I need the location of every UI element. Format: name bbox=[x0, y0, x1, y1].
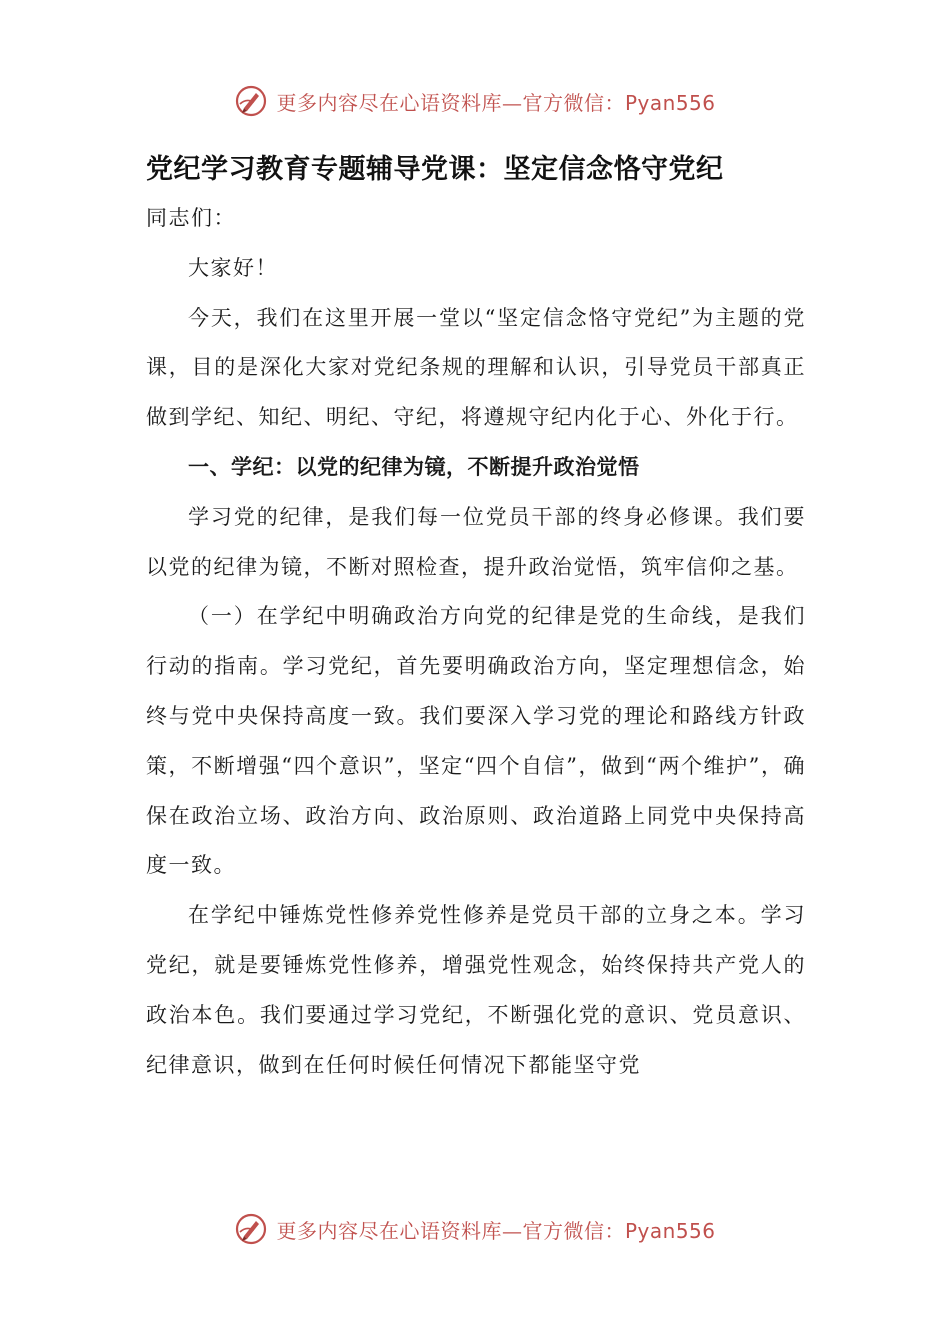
watermark-wechat-id: Pyan556 bbox=[624, 90, 716, 115]
body-paragraph: 学习党的纪律，是我们每一位党员干部的终身必修课。我们要以党的纪律为镜，不断对照检查，提升政治觉悟，筑牢信仰之基。 bbox=[146, 504, 806, 579]
watermark-label: 更多内容尽在心语资料库—官方微信： bbox=[276, 1218, 625, 1243]
watermark-wechat-id: Pyan556 bbox=[624, 1218, 716, 1243]
salutation: 同志们： bbox=[146, 206, 236, 230]
body-paragraph: （一）在学纪中明确政治方向党的纪律是党的生命线，是我们行动的指南。学习党纪，首先要明确政治方向，坚定理想信念，始终与党中央保持高度一致。我们要深入学习党的理论和路线方针政策，不断增强“四个意识”，坚定“四个自信”，做到“两个维护”，确保在政治立场、政治方向、政治原则、政治道路上同党中央保持高度一致。 bbox=[146, 604, 806, 878]
section-heading: 一、学纪：以党的纪律为镜，不断提升政治觉悟 bbox=[188, 454, 640, 479]
pen-logo-icon bbox=[234, 1212, 268, 1246]
document-body bbox=[146, 148, 806, 1090]
pen-logo-icon bbox=[234, 84, 268, 118]
intro-paragraph: 今天，我们在这里开展一堂以“坚定信念恪守党纪”为主题的党课，目的是深化大家对党纪条规的理解和认识，引导党员干部真正做到学纪、知纪、明纪、守纪，将遵规守纪内化于心、外化于行。 bbox=[146, 305, 806, 430]
greeting: 大家好！ bbox=[188, 255, 278, 280]
header-watermark bbox=[0, 84, 950, 118]
watermark-label: 更多内容尽在心语资料库—官方微信： bbox=[276, 90, 625, 115]
document-title: 党纪学习教育专题辅导党课：坚定信念恪守党纪 bbox=[146, 154, 724, 185]
footer-watermark bbox=[0, 1212, 950, 1246]
body-paragraph: 在学纪中锤炼党性修养党性修养是党员干部的立身之本。学习党纪，就是要锤炼党性修养，增强党性观念，始终保持共产党人的政治本色。我们要通过学习党纪，不断强化党的意识、党员意识、纪律意识，做到在任何时候任何情况下都能坚守党 bbox=[146, 903, 806, 1077]
